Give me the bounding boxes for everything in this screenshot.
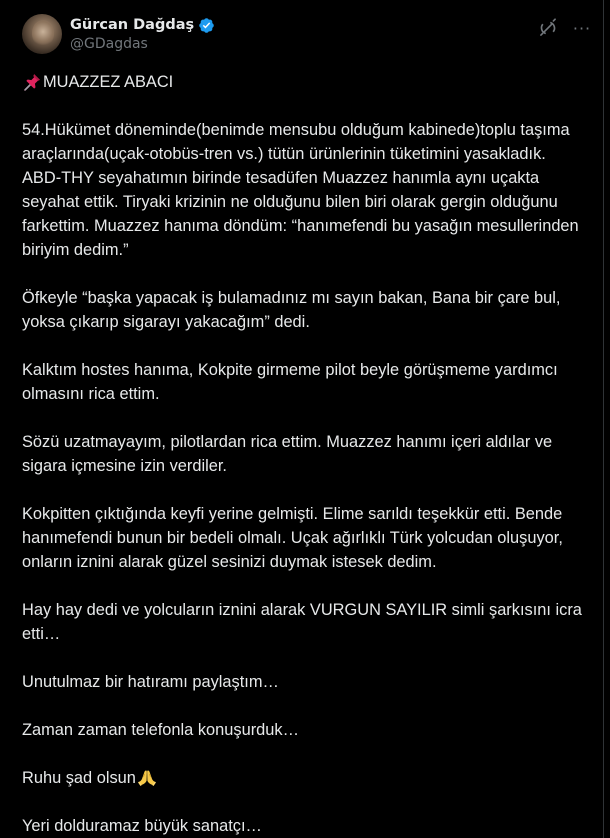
post-paragraph: 54.Hükümet döneminde(benimde mensubu olduğum kabinede)toplu taşıma araçlarında(uçak-otobüs-tren vs.) tütün ürünlerinin tüketimini yasakladık. ABD-THY seyahatımın birinde tesadüfen Muazzez hanımla aynı uçakta seyahat ettik. Tiryaki krizinin ne olduğunu bilen biri olarak gergin olduğunu farkettim. Muazzez hanıma döndüm: “hanımefendi bu yasağın mesullerinden biriyim dedim.”: [22, 121, 579, 259]
final-line: Yeri dolduramaz büyük sanatçı…: [22, 817, 262, 835]
grok-icon[interactable]: [538, 18, 558, 38]
post-paragraph: Kalktım hostes hanıma, Kokpite girmeme pilot beyle görüşmeme yardımcı olmasını rica ettim.: [22, 361, 558, 403]
post-body: [22, 70, 588, 838]
closing-line: [22, 766, 588, 790]
display-name[interactable]: Gürcan Dağdaş: [70, 17, 195, 33]
verified-badge-icon[interactable]: [198, 17, 215, 34]
author-block: [70, 15, 215, 52]
post-title: MUAZZEZ ABACI: [43, 73, 174, 91]
post-paragraph: Sözü uzatmayayım, pilotlardan rica ettim. Muazzez hanımı içeri aldılar ve sigara içmesine izin verdiler.: [22, 433, 553, 475]
display-name-row: [70, 15, 215, 35]
folded-hands-icon: [137, 768, 157, 786]
post-paragraph: Unutulmaz bir hatıramı paylaştım…: [22, 673, 279, 691]
avatar[interactable]: [22, 14, 62, 54]
pushpin-icon: [22, 72, 42, 92]
post-paragraph: Hay hay dedi ve yolcuların iznini alarak VURGUN SAYILIR simli şarkısını icra etti…: [22, 601, 582, 643]
post-header: [22, 14, 592, 62]
post-paragraph: Öfkeyle “başka yapacak iş bulamadınız mı sayın bakan, Bana bir çare bul, yoksa çıkarıp sigarayı yakacağım” dedi.: [22, 289, 561, 331]
post-paragraph: Zaman zaman telefonla konuşurduk…: [22, 721, 299, 739]
post-title-line: [22, 70, 588, 94]
more-options-icon[interactable]: ···: [572, 18, 592, 38]
author-handle[interactable]: @GDagdas: [70, 36, 148, 52]
header-actions: [538, 18, 592, 38]
post-paragraph: Kokpitten çıktığında keyfi yerine gelmişti. Elime sarıldı teşekkür etti. Bende hanımefendi bunun bir bedeli olmalı. Uçak ağırlıklı Türk yolcudan oluşuyor, onların iznini alarak güzel sesinizi duymak istesek dedim.: [22, 505, 563, 571]
closing-text: Ruhu şad olsun: [22, 769, 136, 787]
